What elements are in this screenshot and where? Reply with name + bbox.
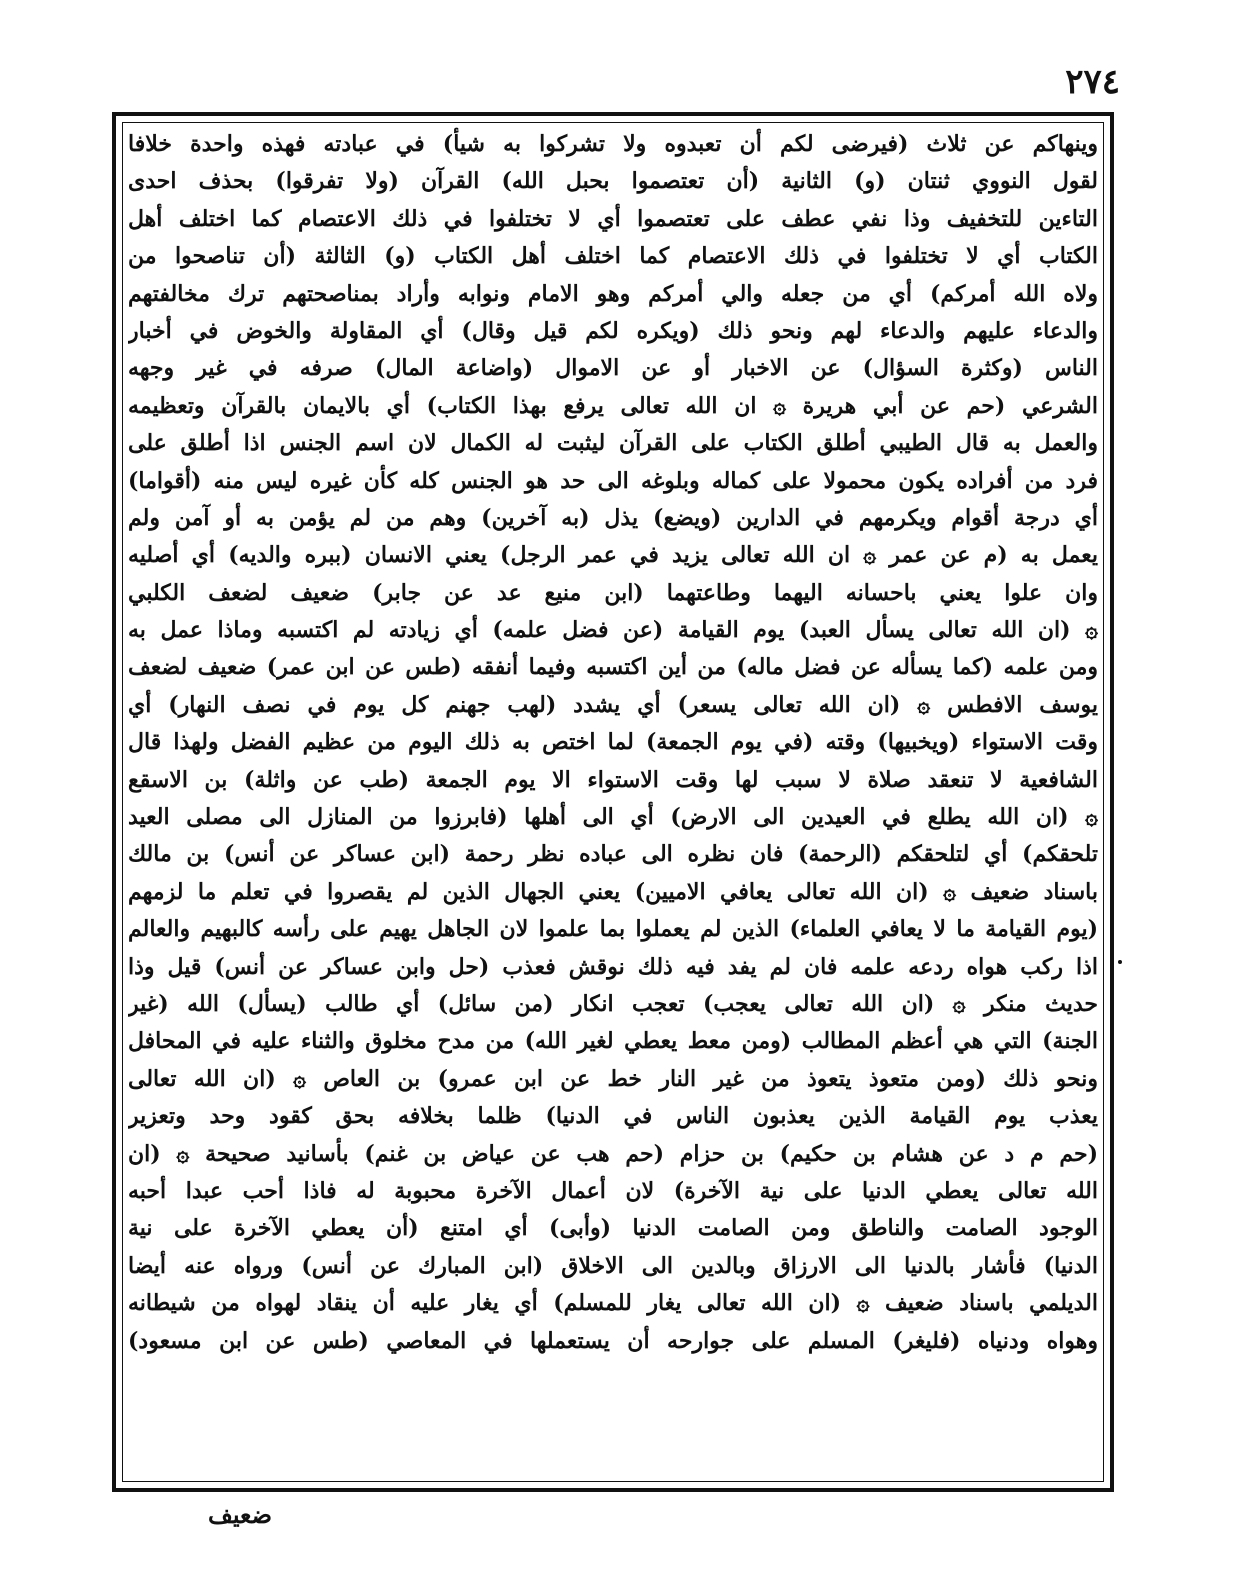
text-line: (يوم القيامة ما لا يعافي العلماء) الذين لم يعملوا بما علموا لان الجاهل يهيم على رأسه كالبهيم والعالم <box>128 916 1098 943</box>
text-line: ۞ (ان الله يطلع في العيدين الى الارض) أي الى أهلها (فابرزوا من المنازل الى مصلى العيد <box>128 804 1098 831</box>
text-line: الشافعية لا تنعقد صلاة لا سبب لها وقت الاستواء الا يوم الجمعة (طب عن واثلة) بن الاسقع <box>128 766 1098 793</box>
text-line: الدنيا) فأشار بالدنيا الى الارزاق وبالدين الى الاخلاق (ابن المبارك عن أنس) ورواه عنه أيضا <box>128 1252 1098 1279</box>
main-text-block <box>128 126 1098 1476</box>
text-line: فرد من أفراده يكون محمولا على كماله وبلوغه الى حد هو الجنس كله كأن غيره ليس منه (أقواما) <box>128 467 1098 494</box>
text-line: ولاه الله أمركم) أي من جعله والي أمركم وهو الامام ونوابه وأراد بمناصحتهم ترك مخالفتهم <box>128 280 1098 307</box>
text-line: يعمل به (م عن عمر ۞ ان الله تعالى يزيد في عمر الرجل) يعني الانسان (ببره والديه) أي أصليه <box>128 542 1098 569</box>
text-line: أي درجة أقوام ويكرمهم في الدارين (ويضع) يذل (به آخرين) وهم من لم يؤمن به أو آمن ولم <box>128 504 1098 531</box>
text-line: الشرعي (حم عن أبي هريرة ۞ ان الله تعالى يرفع بهذا الكتاب) أي بالايمان بالقرآن وتعظيمه <box>128 392 1098 419</box>
text-line: يعذب يوم القيامة الذين يعذبون الناس في الدنيا) ظلما بخلافه بحق كقود وحد وتعزير <box>128 1103 1098 1130</box>
margin-dot <box>1118 960 1122 964</box>
text-line: والعمل به قال الطيبي أطلق الكتاب على القرآن ليثبت له الكمال لان اسم الجنس اذا أطلق على <box>128 430 1098 457</box>
catchword: ضعيف <box>207 1500 273 1529</box>
text-line: (حم م د عن هشام بن حكيم) بن حزام (حم هب عن عياض بن غنم) بأسانيد صحيحة ۞ (ان <box>128 1140 1098 1167</box>
text-line: تلحقكم) أي لتلحقكم (الرحمة) فان نظره الى عباده نظر رحمة (ابن عساكر عن أنس) بن مالك <box>128 841 1098 868</box>
text-line: حديث منكر ۞ (ان الله تعالى يعجب) تعجب انكار (من سائل) أي طالب (يسأل) الله (غير <box>128 990 1098 1017</box>
text-line: ومن علمه (كما يسأله عن فضل ماله) من أين اكتسبه وفيما أنفقه (طس عن ابن عمر) ضعيف لضعف <box>128 654 1098 681</box>
text-line: اذا ركب هواه ردعه علمه فان لم يفد فيه ذلك نوقش فعذب (حل وابن عساكر عن أنس) قيل وذا <box>128 953 1098 980</box>
text-line: الكتاب أي لا تختلفوا في ذلك الاعتصام كما اختلف أهل الكتاب (و) الثالثة (أن تناصحوا من <box>128 243 1098 270</box>
text-line: الله تعالى يعطي الدنيا على نية الآخرة) لان أعمال الآخرة محبوبة له فاذا أحب عبدا أحبه <box>128 1177 1098 1204</box>
text-line: الناس (وكثرة السؤال) عن الاخبار أو عن الاموال (واضاعة المال) صرفه في غير وجهه <box>128 355 1098 382</box>
text-line: يوسف الافطس ۞ (ان الله تعالى يسعر) أي يشدد (لهب جهنم كل يوم في نصف النهار) أي <box>128 691 1098 718</box>
text-line: وينهاكم عن ثلاث (فيرضى لكم أن تعبدوه ولا تشركوا به شيأ) في عبادته فهذه واحدة خلافا <box>128 131 1098 157</box>
text-line: وان علوا يعني باحسانه اليهما وطاعتهما (ابن منيع عد عن جابر) ضعيف لضعف الكلبي <box>128 579 1098 606</box>
text-line: الوجود الصامت والناطق ومن الصامت الدنيا (وأبى) أي امتنع (أن يعطي الآخرة على نية <box>128 1215 1098 1242</box>
text-line: الديلمي باسناد ضعيف ۞ (ان الله تعالى يغار للمسلم) أي يغار عليه أن ينقاد لهواه من شيطانه <box>128 1290 1098 1317</box>
page-number: ٢٧٤ <box>1065 62 1120 102</box>
text-line: وهواه ودنياه (فليغر) المسلم على جوارحه أن يستعملها في المعاصي (طس عن ابن مسعود) <box>128 1327 1098 1354</box>
text-line: وقت الاستواء (ويخبيها) وقته (في يوم الجمعة) لما اختص به ذلك اليوم من عظيم الفضل ولهذا قال <box>128 729 1098 756</box>
text-line: ونحو ذلك (ومن متعوذ يتعوذ من غير النار خط عن ابن عمرو) بن العاص ۞ (ان الله تعالى <box>128 1065 1098 1092</box>
text-line: باسناد ضعيف ۞ (ان الله تعالى يعافي الاميين) يعني الجهال الذين لم يقصروا في تعلم ما لزمهم <box>128 878 1098 905</box>
text-line: التاءين للتخفيف وذا نفي عطف على تعتصموا أي لا تختلفوا في ذلك الاعتصام كما اختلف أهل <box>128 205 1098 232</box>
text-line: الجنة) التي هي أعظم المطالب (ومن معط يعطي لغير الله) من مدح مخلوق والثناء عليه في المحافل <box>128 1028 1098 1055</box>
text-line: ۞ (ان الله تعالى يسأل العبد) يوم القيامة (عن فضل علمه) أي زيادته لم اكتسبه وماذا عمل به <box>128 617 1098 644</box>
text-line: لقول النووي ثنتان (و) الثانية (أن تعتصموا بحبل الله) القرآن (ولا تفرقوا) بحذف احدى <box>128 168 1098 195</box>
text-line: والدعاء عليهم والدعاء لهم ونحو ذلك (ويكره لكم قيل وقال) أي المقاولة والخوض في أخبار <box>128 317 1098 344</box>
